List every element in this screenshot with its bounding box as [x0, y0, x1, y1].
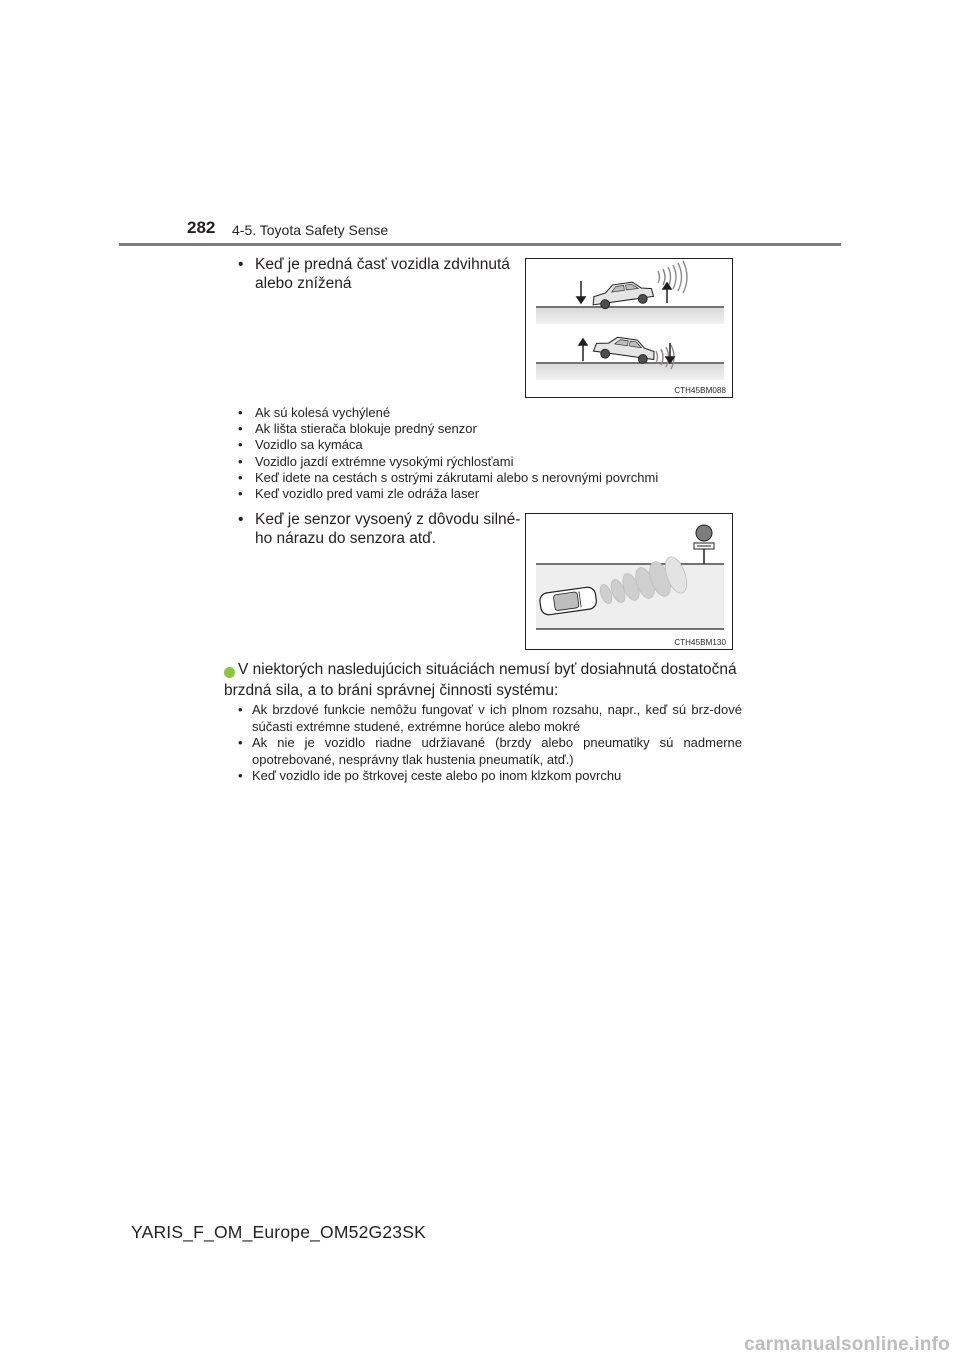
bullet: •: [238, 511, 244, 528]
condition-line: ho nárazu do senzora atď.: [255, 530, 437, 547]
condition-front-raised: [238, 255, 508, 295]
list-item: • Ak lišta stierača blokuje predný senzor: [238, 421, 477, 437]
section-title: 4-5. Toyota Safety Sense: [232, 222, 389, 238]
condition-line: Keď je senzor vysoený z dôvodu silné-: [255, 511, 521, 528]
list-item: • Vozidlo jazdí extrémne vysokými rýchlosťami: [238, 453, 514, 469]
list-item: • Ak nie je vozidlo riadne udržiavané (brzdy alebo pneumatiky sú nadmerne opotrebované, nesprávny tlak hustenia pneumatík, atď.): [238, 735, 742, 767]
list-item: • Keď vozidlo pred vami zle odráža laser: [238, 486, 480, 502]
condition-sensor-misaligned: [238, 510, 521, 550]
section-bullet-icon: [224, 667, 235, 678]
list-item: • Vozidlo sa kymáca: [238, 437, 363, 453]
braking-conditions-list: [238, 702, 742, 785]
paragraph-line: brzdná sila, a to bráni správnej činnosti systému:: [224, 681, 559, 699]
car-icon: [591, 280, 655, 311]
braking-force-paragraph: [224, 660, 742, 701]
condition-list: [238, 405, 758, 502]
figure-sensor-misaligned: [525, 513, 733, 650]
list-item: • Ak sú kolesá vychýlené: [238, 405, 391, 420]
list-item: • Ak brzdové funkcie nemôžu fungovať v ich plnom rozsahu, napr., keď sú brz-dové súčasti extrémne studené, extrémne horúce alebo mokré: [238, 702, 742, 734]
sensor-waves-icon: [658, 261, 687, 293]
document-code-footer: YARIS_F_OM_Europe_OM52G23SK: [131, 1222, 426, 1242]
car-icon: [593, 334, 657, 365]
condition-line: Keď je predná časť vozidla zdvihnutá: [255, 256, 510, 273]
paragraph-line: V niektorých nasledujúcich situáciách nemusí byť dosiahnutá dostatočná: [238, 661, 737, 678]
watermark: carmanualsonline.info: [744, 1334, 950, 1355]
list-item: • Keď idete na cestách s ostrými zákrutami alebo s nerovnými povrchmi: [238, 469, 659, 485]
bullet: •: [238, 256, 244, 273]
condition-line: alebo znížená: [255, 275, 352, 292]
figure-sensor-illustration: [526, 514, 732, 649]
list-item: • Keď vozidlo ide po štrkovej ceste alebo po inom klzkom povrchu: [238, 768, 622, 784]
figure-code: CTH45BM088: [674, 386, 726, 395]
figure-car-tilt: [525, 258, 733, 398]
page-number: 282: [187, 218, 216, 237]
figure-code: CTH45BM130: [674, 638, 726, 647]
figure-car-tilt-illustration: [526, 259, 732, 397]
road-sign-icon: [694, 525, 714, 564]
header-divider: [119, 243, 841, 246]
